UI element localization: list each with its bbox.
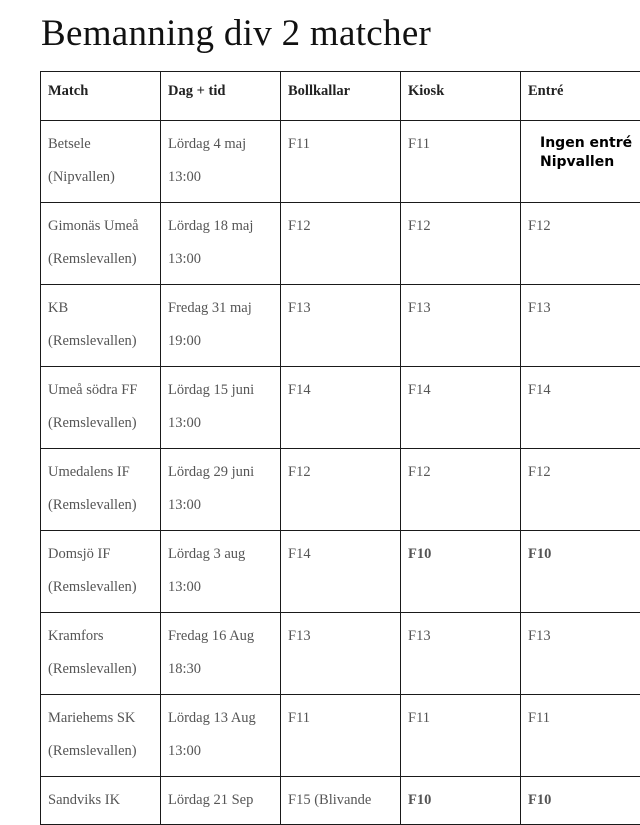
- entre-cell: F13: [521, 613, 640, 695]
- header-kiosk: Kiosk: [401, 72, 521, 121]
- table-row: [41, 121, 640, 203]
- entre-cell: F11: [521, 695, 640, 777]
- bollkallar-cell: F12: [281, 203, 401, 285]
- bollkallar-cell: F15 (Blivande: [281, 777, 401, 825]
- table-row: [41, 695, 640, 777]
- match-date: Lördag 21 Sep: [168, 784, 280, 817]
- entre-cell: F12: [521, 449, 640, 531]
- day-time-cell: [161, 203, 281, 285]
- staffing-table: [40, 71, 640, 825]
- entre-cell: F12: [521, 203, 640, 285]
- match-venue: (Remslevallen): [48, 325, 160, 358]
- match-cell: [41, 121, 161, 203]
- match-cell: [41, 367, 161, 449]
- match-time: 13:00: [168, 735, 280, 768]
- entre-cell: F10: [521, 777, 640, 825]
- match-cell: [41, 449, 161, 531]
- header-entre: Entré: [521, 72, 640, 121]
- day-time-cell: [161, 367, 281, 449]
- match-time: 13:00: [168, 161, 280, 194]
- match-team: Betsele: [48, 128, 160, 161]
- bollkallar-cell: F11: [281, 121, 401, 203]
- kiosk-cell: F10: [401, 777, 521, 825]
- kiosk-cell: F11: [401, 695, 521, 777]
- match-team: KB: [48, 292, 160, 325]
- kiosk-cell: F14: [401, 367, 521, 449]
- match-date: Lördag 4 maj: [168, 128, 280, 161]
- header-match: Match: [41, 72, 161, 121]
- entre-note: Ingen entré Nipvallen: [528, 128, 635, 172]
- match-team: Mariehems SK: [48, 702, 160, 735]
- match-venue: (Remslevallen): [48, 735, 160, 768]
- match-date: Lördag 18 maj: [168, 210, 280, 243]
- match-venue: (Nipvallen): [48, 161, 160, 194]
- table-row: [41, 531, 640, 613]
- bollkallar-cell: F14: [281, 367, 401, 449]
- page-title: Bemanning div 2 matcher: [41, 12, 431, 56]
- kiosk-cell: F11: [401, 121, 521, 203]
- match-team: Domsjö IF: [48, 538, 160, 571]
- match-date: Lördag 29 juni: [168, 456, 280, 489]
- day-time-cell: [161, 285, 281, 367]
- match-team: Gimonäs Umeå: [48, 210, 160, 243]
- match-date: Lördag 15 juni: [168, 374, 280, 407]
- entre-cell: F14: [521, 367, 640, 449]
- table-row: [41, 777, 640, 825]
- table-row: [41, 449, 640, 531]
- bollkallar-cell: F13: [281, 285, 401, 367]
- table-row: [41, 203, 640, 285]
- kiosk-cell: F13: [401, 613, 521, 695]
- match-team: Kramfors: [48, 620, 160, 653]
- match-team: Umeå södra FF: [48, 374, 160, 407]
- entre-cell: F10: [521, 531, 640, 613]
- match-time: 19:00: [168, 325, 280, 358]
- table-row: [41, 285, 640, 367]
- bollkallar-cell: F13: [281, 613, 401, 695]
- match-team: Sandviks IK: [48, 784, 160, 817]
- table-header-row: [41, 72, 640, 121]
- match-date: Fredag 16 Aug: [168, 620, 280, 653]
- match-time: 18:30: [168, 653, 280, 686]
- day-time-cell: [161, 777, 281, 825]
- match-time: 13:00: [168, 489, 280, 522]
- kiosk-cell: F13: [401, 285, 521, 367]
- match-venue: (Remslevallen): [48, 243, 160, 276]
- bollkallar-cell: F14: [281, 531, 401, 613]
- match-cell: [41, 695, 161, 777]
- match-cell: [41, 203, 161, 285]
- header-day-time: Dag + tid: [161, 72, 281, 121]
- kiosk-cell: F12: [401, 449, 521, 531]
- match-cell: [41, 285, 161, 367]
- table-row: [41, 367, 640, 449]
- match-venue: (Remslevallen): [48, 571, 160, 604]
- day-time-cell: [161, 695, 281, 777]
- match-cell: [41, 531, 161, 613]
- day-time-cell: [161, 613, 281, 695]
- header-bollkallar: Bollkallar: [281, 72, 401, 121]
- match-team: Umedalens IF: [48, 456, 160, 489]
- match-time: 13:00: [168, 571, 280, 604]
- match-date: Lördag 13 Aug: [168, 702, 280, 735]
- day-time-cell: [161, 121, 281, 203]
- table-row: [41, 613, 640, 695]
- match-venue: (Remslevallen): [48, 653, 160, 686]
- entre-cell: [521, 121, 640, 203]
- match-date: Lördag 3 aug: [168, 538, 280, 571]
- day-time-cell: [161, 449, 281, 531]
- match-time: 13:00: [168, 243, 280, 276]
- match-time: 13:00: [168, 407, 280, 440]
- match-venue: (Remslevallen): [48, 489, 160, 522]
- entre-cell: F13: [521, 285, 640, 367]
- kiosk-cell: F12: [401, 203, 521, 285]
- bollkallar-cell: F11: [281, 695, 401, 777]
- match-cell: [41, 613, 161, 695]
- bollkallar-cell: F12: [281, 449, 401, 531]
- match-venue: (Remslevallen): [48, 407, 160, 440]
- kiosk-cell: F10: [401, 531, 521, 613]
- day-time-cell: [161, 531, 281, 613]
- match-cell: [41, 777, 161, 825]
- match-date: Fredag 31 maj: [168, 292, 280, 325]
